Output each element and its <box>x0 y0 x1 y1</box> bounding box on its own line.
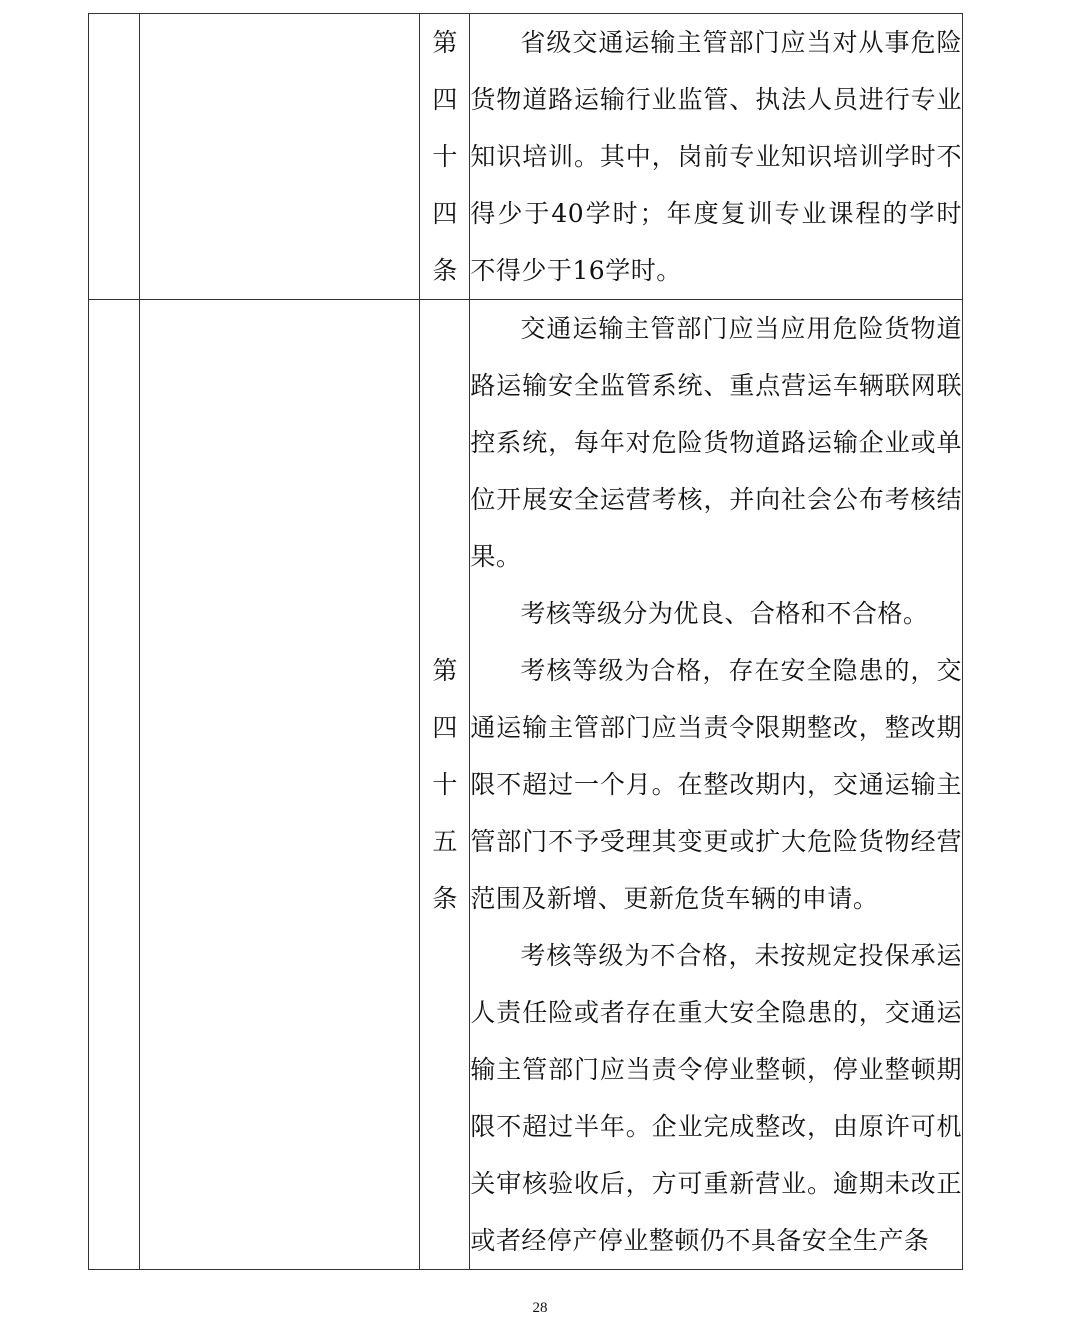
empty-cell <box>140 300 420 1270</box>
table-row <box>89 14 963 300</box>
article-number-char: 第 <box>432 28 458 57</box>
article-paragraph: 考核等级为合格，存在安全隐患的，交通运输主管部门应当责令限期整改，整改期限不超过一个月。在整改期内，交通运输主管部门不予受理其变更或扩大危险货物经营范围及新增、更新危货车辆的申请。 <box>470 656 962 913</box>
article-number-char: 第 <box>432 656 458 685</box>
article-paragraph: 考核等级分为优良、合格和不合格。 <box>520 599 929 628</box>
empty-cell <box>140 14 420 300</box>
article-number-char: 四 <box>432 85 458 114</box>
page-number: 28 <box>532 1300 548 1316</box>
article-paragraph: 省级交通运输主管部门应当对从事危险货物道路运输行业监管、执法人员进行专业知识培训。其中，岗前专业知识培训学时不得少于40学时；年度复训专业课程的学时不得少于16学时。 <box>470 28 962 285</box>
empty-cell <box>89 300 140 1270</box>
article-paragraph: 考核等级为不合格，未按规定投保承运人责任险或者存在重大安全隐患的，交通运输主管部门应当责令停业整顿，停业整顿期限不超过半年。企业完成整改，由原许可机关审核验收后，方可重新营业。逾期未改正或者经停产停业整顿仍不具备安全生产条 <box>470 941 962 1255</box>
article-number-char: 四 <box>432 199 458 228</box>
article-number-45 <box>420 300 470 1270</box>
article-text-45 <box>470 300 963 1270</box>
article-number-char: 四 <box>432 713 458 742</box>
table-row <box>89 300 963 1270</box>
article-text-44 <box>470 14 963 300</box>
empty-cell <box>89 14 140 300</box>
article-number-char: 条 <box>432 256 458 285</box>
article-number-char: 条 <box>432 884 458 913</box>
regulation-table <box>88 13 963 1270</box>
article-number-char: 十 <box>432 142 458 171</box>
article-number-char: 十 <box>432 770 458 799</box>
article-number-char: 五 <box>432 827 458 856</box>
article-paragraph: 交通运输主管部门应当应用危险货物道路运输安全监管系统、重点营运车辆联网联控系统，每年对危险货物道路运输企业或单位开展安全运营考核，并向社会公布考核结果。 <box>470 314 962 571</box>
article-number-44 <box>420 14 470 300</box>
